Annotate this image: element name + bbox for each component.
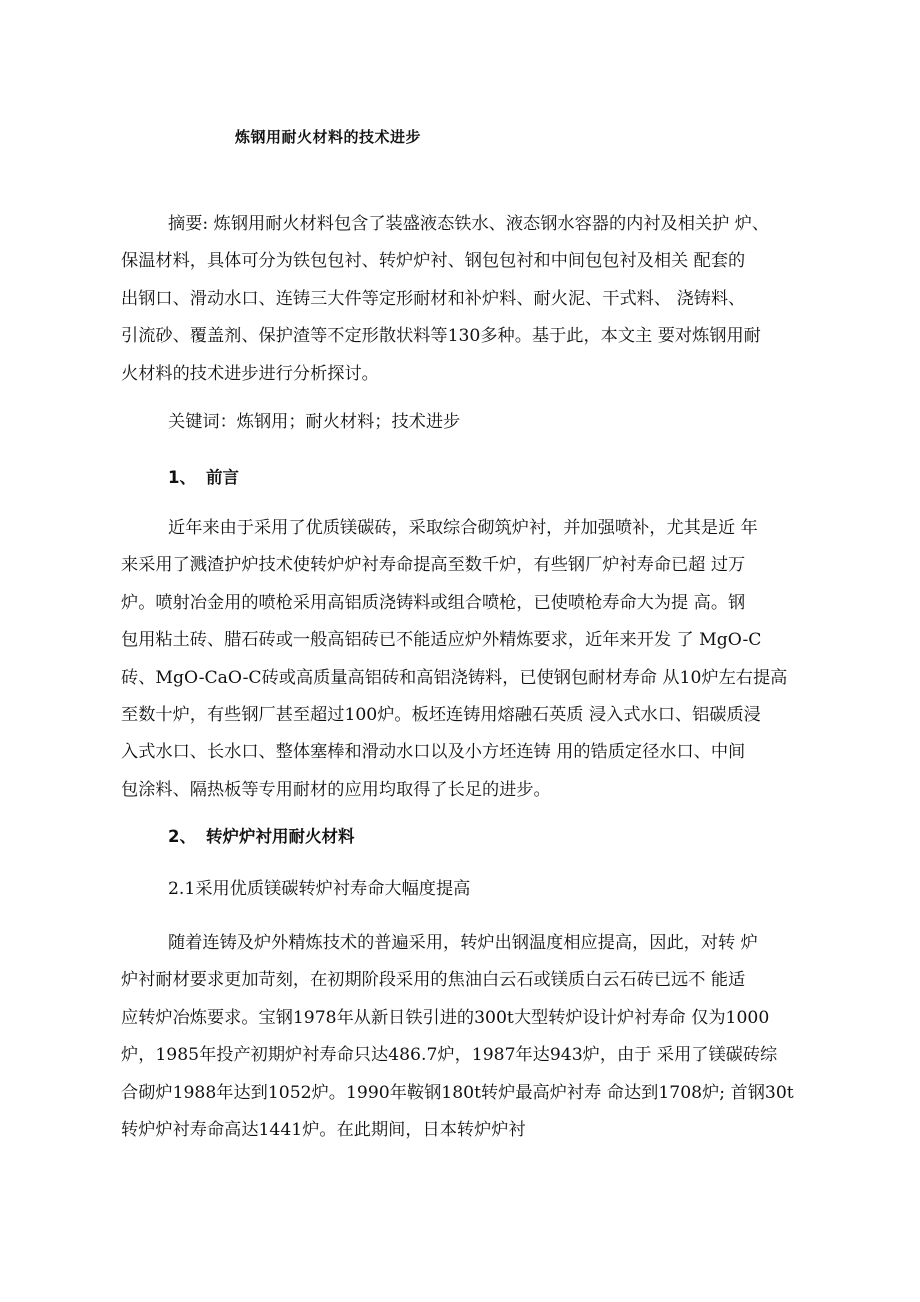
section-title: 前言 — [206, 468, 239, 487]
section-title: 转炉炉衬用耐火材料 — [206, 827, 355, 846]
body-line: 应转炉冶炼要求。宝钢1978年从新日铁引进的300t大型转炉设计炉衬寿命 仅为1000 — [121, 1007, 770, 1028]
body-paragraph — [121, 925, 821, 1149]
body-line: 炉衬耐材要求更加苛刻，在初期阶段采用的焦油白云石或镁质白云石砖已远不 能适 — [121, 970, 746, 991]
intro-line: 来采用了溅渣护炉技术使转炉炉衬寿命提高至数千炉，有些钢厂炉衬寿命已超 过万 — [121, 555, 746, 576]
body-line: 随着连铸及炉外精炼技术的普遍采用，转炉出钢温度相应提高，因此，对转 炉 — [168, 933, 758, 953]
intro-paragraph — [121, 510, 821, 809]
abstract-paragraph — [121, 206, 821, 393]
body-line: 炉，1985年投产初期炉衬寿命只达486.7炉，1987年达943炉，由于 采用了镁碳砖综 — [121, 1045, 778, 1066]
intro-line: 包涂料、隔热板等专用耐材的应用均取得了长足的进步。 — [121, 779, 551, 800]
intro-line: 砖、MgO-CaO-C砖或高质量高铝砖和高铝浇铸料，已使钢包耐材寿命 从10炉左右提高 — [121, 667, 788, 688]
section-heading-preface — [168, 465, 239, 491]
intro-line: 近年来由于采用了优质镁碳砖，采取综合砌筑炉衬，并加强喷补，尤其是近 年 — [168, 518, 758, 538]
body-line: 合砌炉1988年达到1052炉。1990年鞍钢180t转炉最高炉衬寿 命达到1708炉; 首钢30t — [121, 1082, 794, 1103]
abstract-line: 摘要: 炼钢用耐火材料包含了装盛液态铁水、液态钢水容器的内衬及相关护 炉、 — [168, 214, 770, 234]
section-number: 2、 — [168, 827, 196, 846]
section-number: 1、 — [168, 468, 196, 487]
intro-line: 入式水口、长水口、整体塞棒和滑动水口以及小方坯连铸 用的锆质定径水口、中间 — [121, 742, 746, 763]
section-heading-converter — [168, 824, 355, 850]
abstract-line: 火材料的技术进步进行分析探讨。 — [121, 363, 379, 384]
abstract-line: 引流砂、覆盖剂、保护渣等不定形散状料等130多种。基于此，本文主 要对炼钢用耐 — [121, 326, 761, 347]
body-line: 转炉炉衬寿命高达1441炉。在此期间，日本转炉炉衬 — [121, 1120, 526, 1141]
subsection-heading: 2.1采用优质镁碳转炉衬寿命大幅度提高 — [168, 879, 471, 899]
abstract-line: 出钢口、滑动水口、连铸三大件等定形耐材和补炉料、耐火泥、干式料、 浇铸料、 — [121, 288, 746, 309]
document-title: 炼钢用耐火材料的技术进步 — [235, 128, 422, 146]
intro-line: 包用粘土砖、腊石砖或一般高铝砖已不能适应炉外精炼要求，近年来开发 了 MgO-C — [121, 630, 762, 651]
intro-line: 至数十炉，有些钢厂甚至超过100炉。板坯连铸用熔融石英质 浸入式水口、铝碳质浸 — [121, 705, 761, 726]
keywords-line: 关键词：炼钢用；耐火材料；技术进步 — [168, 412, 461, 432]
intro-line: 炉。喷射冶金用的喷枪采用高铝质浇铸料或组合喷枪，已使喷枪寿命大为提 高。钢 — [121, 592, 746, 613]
abstract-line: 保温材料，具体可分为铁包包衬、转炉炉衬、钢包包衬和中间包包衬及相关 配套的 — [121, 251, 746, 272]
